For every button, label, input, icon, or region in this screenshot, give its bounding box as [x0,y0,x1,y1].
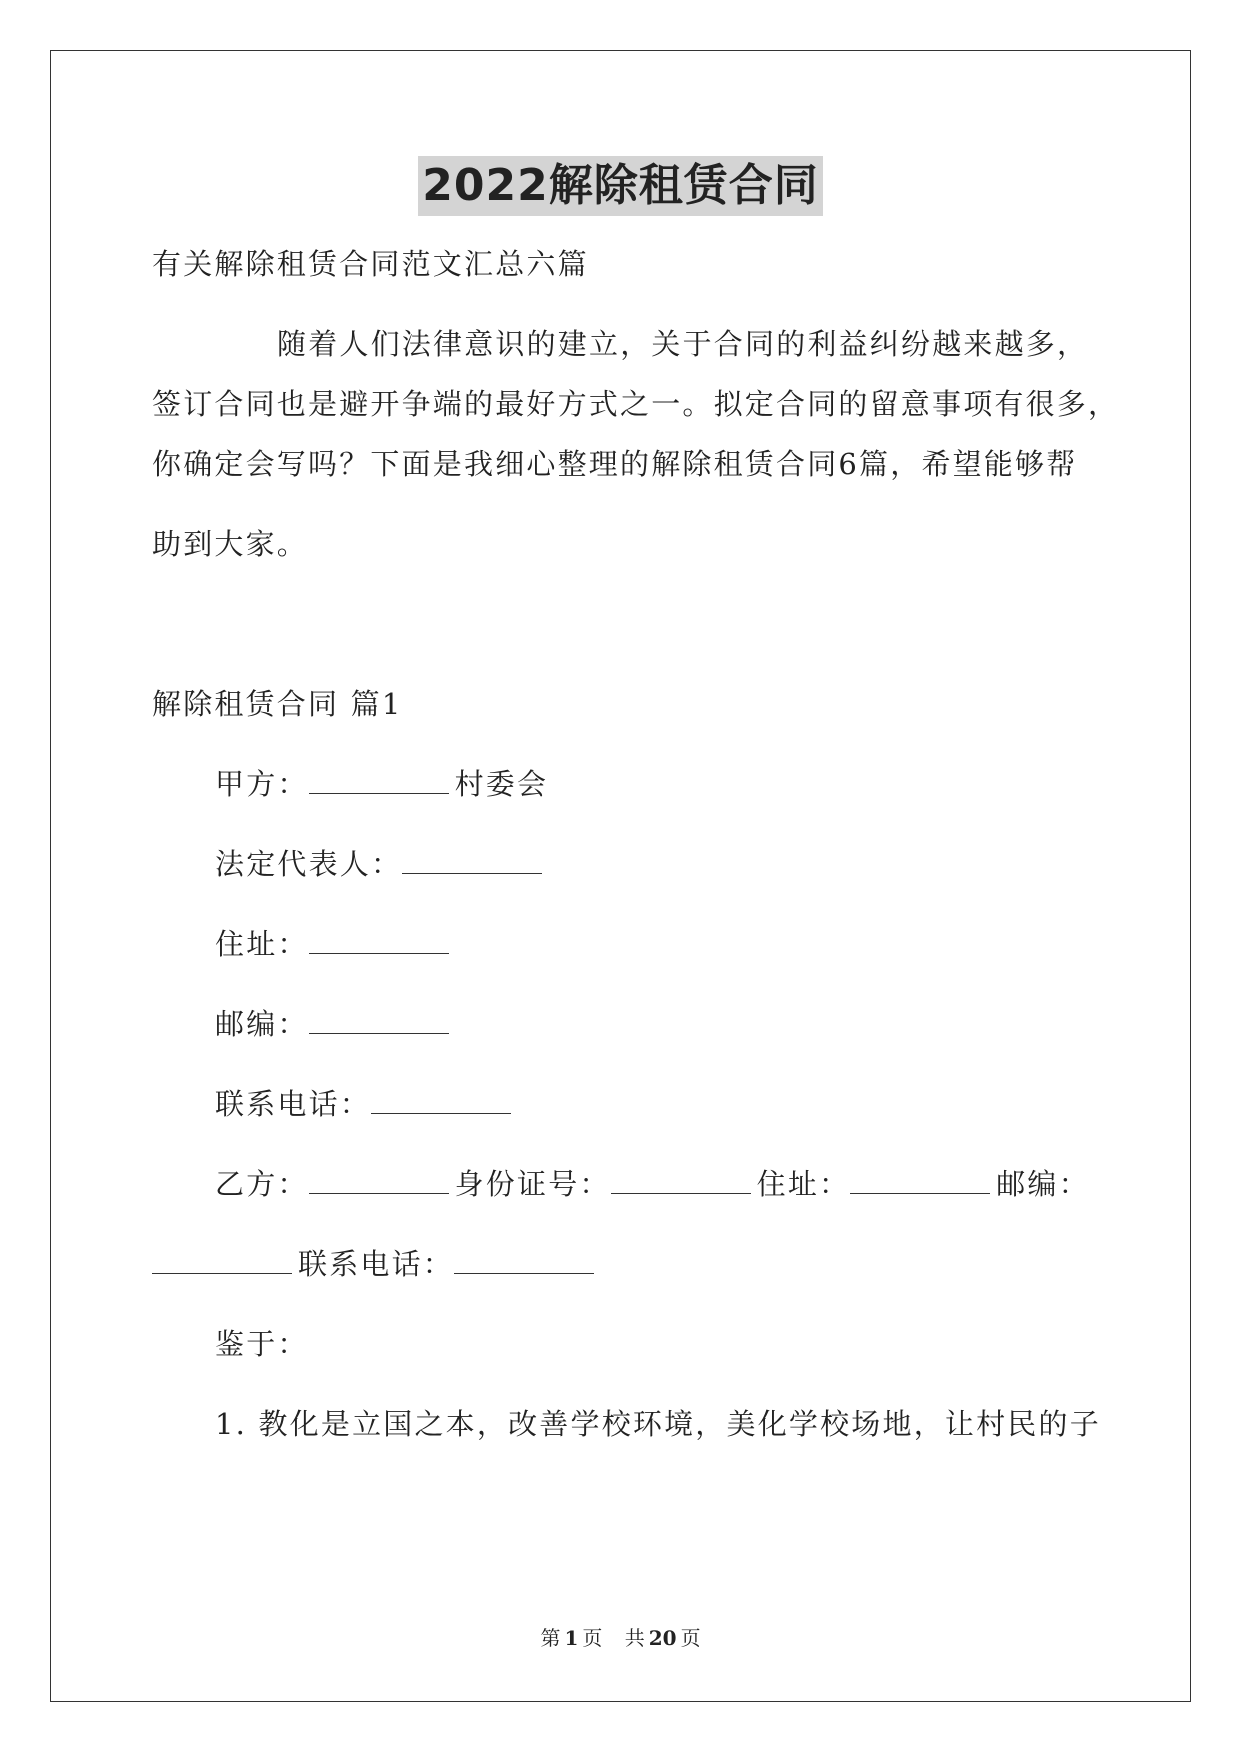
page-indicator [536,1626,606,1650]
party-a-address-blank[interactable] [309,925,449,954]
party-b-address-blank[interactable] [850,1165,990,1194]
intro-line-1: 随着人们法律意识的建立，关于合同的利益纠纷越来越多， [277,327,1089,361]
party-a-suffix: 村委会 [454,767,549,801]
total-suffix: 页 [680,1626,701,1650]
party-a-label: 甲方： [215,767,309,801]
whereas-label: 鉴于： [215,1327,309,1361]
party-a-line [215,764,548,804]
representative-line [215,844,548,884]
party-a-address-line [215,924,455,964]
intro-line-4: 助到大家。 [152,527,309,561]
total-prefix: 共 [624,1626,645,1650]
intro-line-3: 你确定会写吗？下面是我细心整理的解除租赁合同6篇，希望能够帮 [152,447,1078,481]
party-b-postcode-blank[interactable] [152,1245,292,1274]
document-subtitle: 有关解除租赁合同范文汇总六篇 [152,247,589,281]
party-b-line-2 [152,1244,600,1284]
party-a-phone-blank[interactable] [371,1085,511,1114]
party-a-postcode-line [215,1004,455,1044]
page-number: 1 [564,1626,579,1650]
section-heading: 解除租赁合同 篇1 [152,687,403,721]
party-a-blank[interactable] [309,765,449,794]
clause-1: 1. 教化是立国之本，改善学校环境，美化学校场地，让村民的子 [215,1407,1101,1441]
document-title: 2022解除租赁合同 [418,156,822,216]
representative-label: 法定代表人： [215,847,403,881]
party-b-phone-blank[interactable] [454,1245,594,1274]
title-wrapper [0,156,1241,216]
party-b-name-blank[interactable] [309,1165,449,1194]
party-a-phone-line [215,1084,517,1124]
intro-line-2: 签订合同也是避开争端的最好方式之一。拟定合同的留意事项有很多， [152,387,1120,421]
party-b-label: 乙方： [215,1167,309,1201]
party-b-postcode-label: 邮编： [996,1167,1090,1201]
page-footer [0,1622,1241,1651]
party-b-line [215,1164,1090,1204]
representative-blank[interactable] [402,845,542,874]
party-a-postcode-blank[interactable] [309,1005,449,1034]
party-b-id-blank[interactable] [611,1165,751,1194]
party-b-id-label: 身份证号： [454,1167,611,1201]
page-prefix: 第 [540,1626,561,1650]
party-b-phone-label: 联系电话： [298,1247,455,1281]
total-pages: 20 [648,1626,677,1650]
party-b-address-label: 住址： [756,1167,851,1201]
page-suffix: 页 [582,1626,603,1650]
party-a-address-label: 住址： [215,927,309,961]
party-a-phone-label: 联系电话： [215,1087,372,1121]
total-pages-indicator [621,1626,705,1650]
party-a-postcode-label: 邮编： [215,1007,309,1041]
